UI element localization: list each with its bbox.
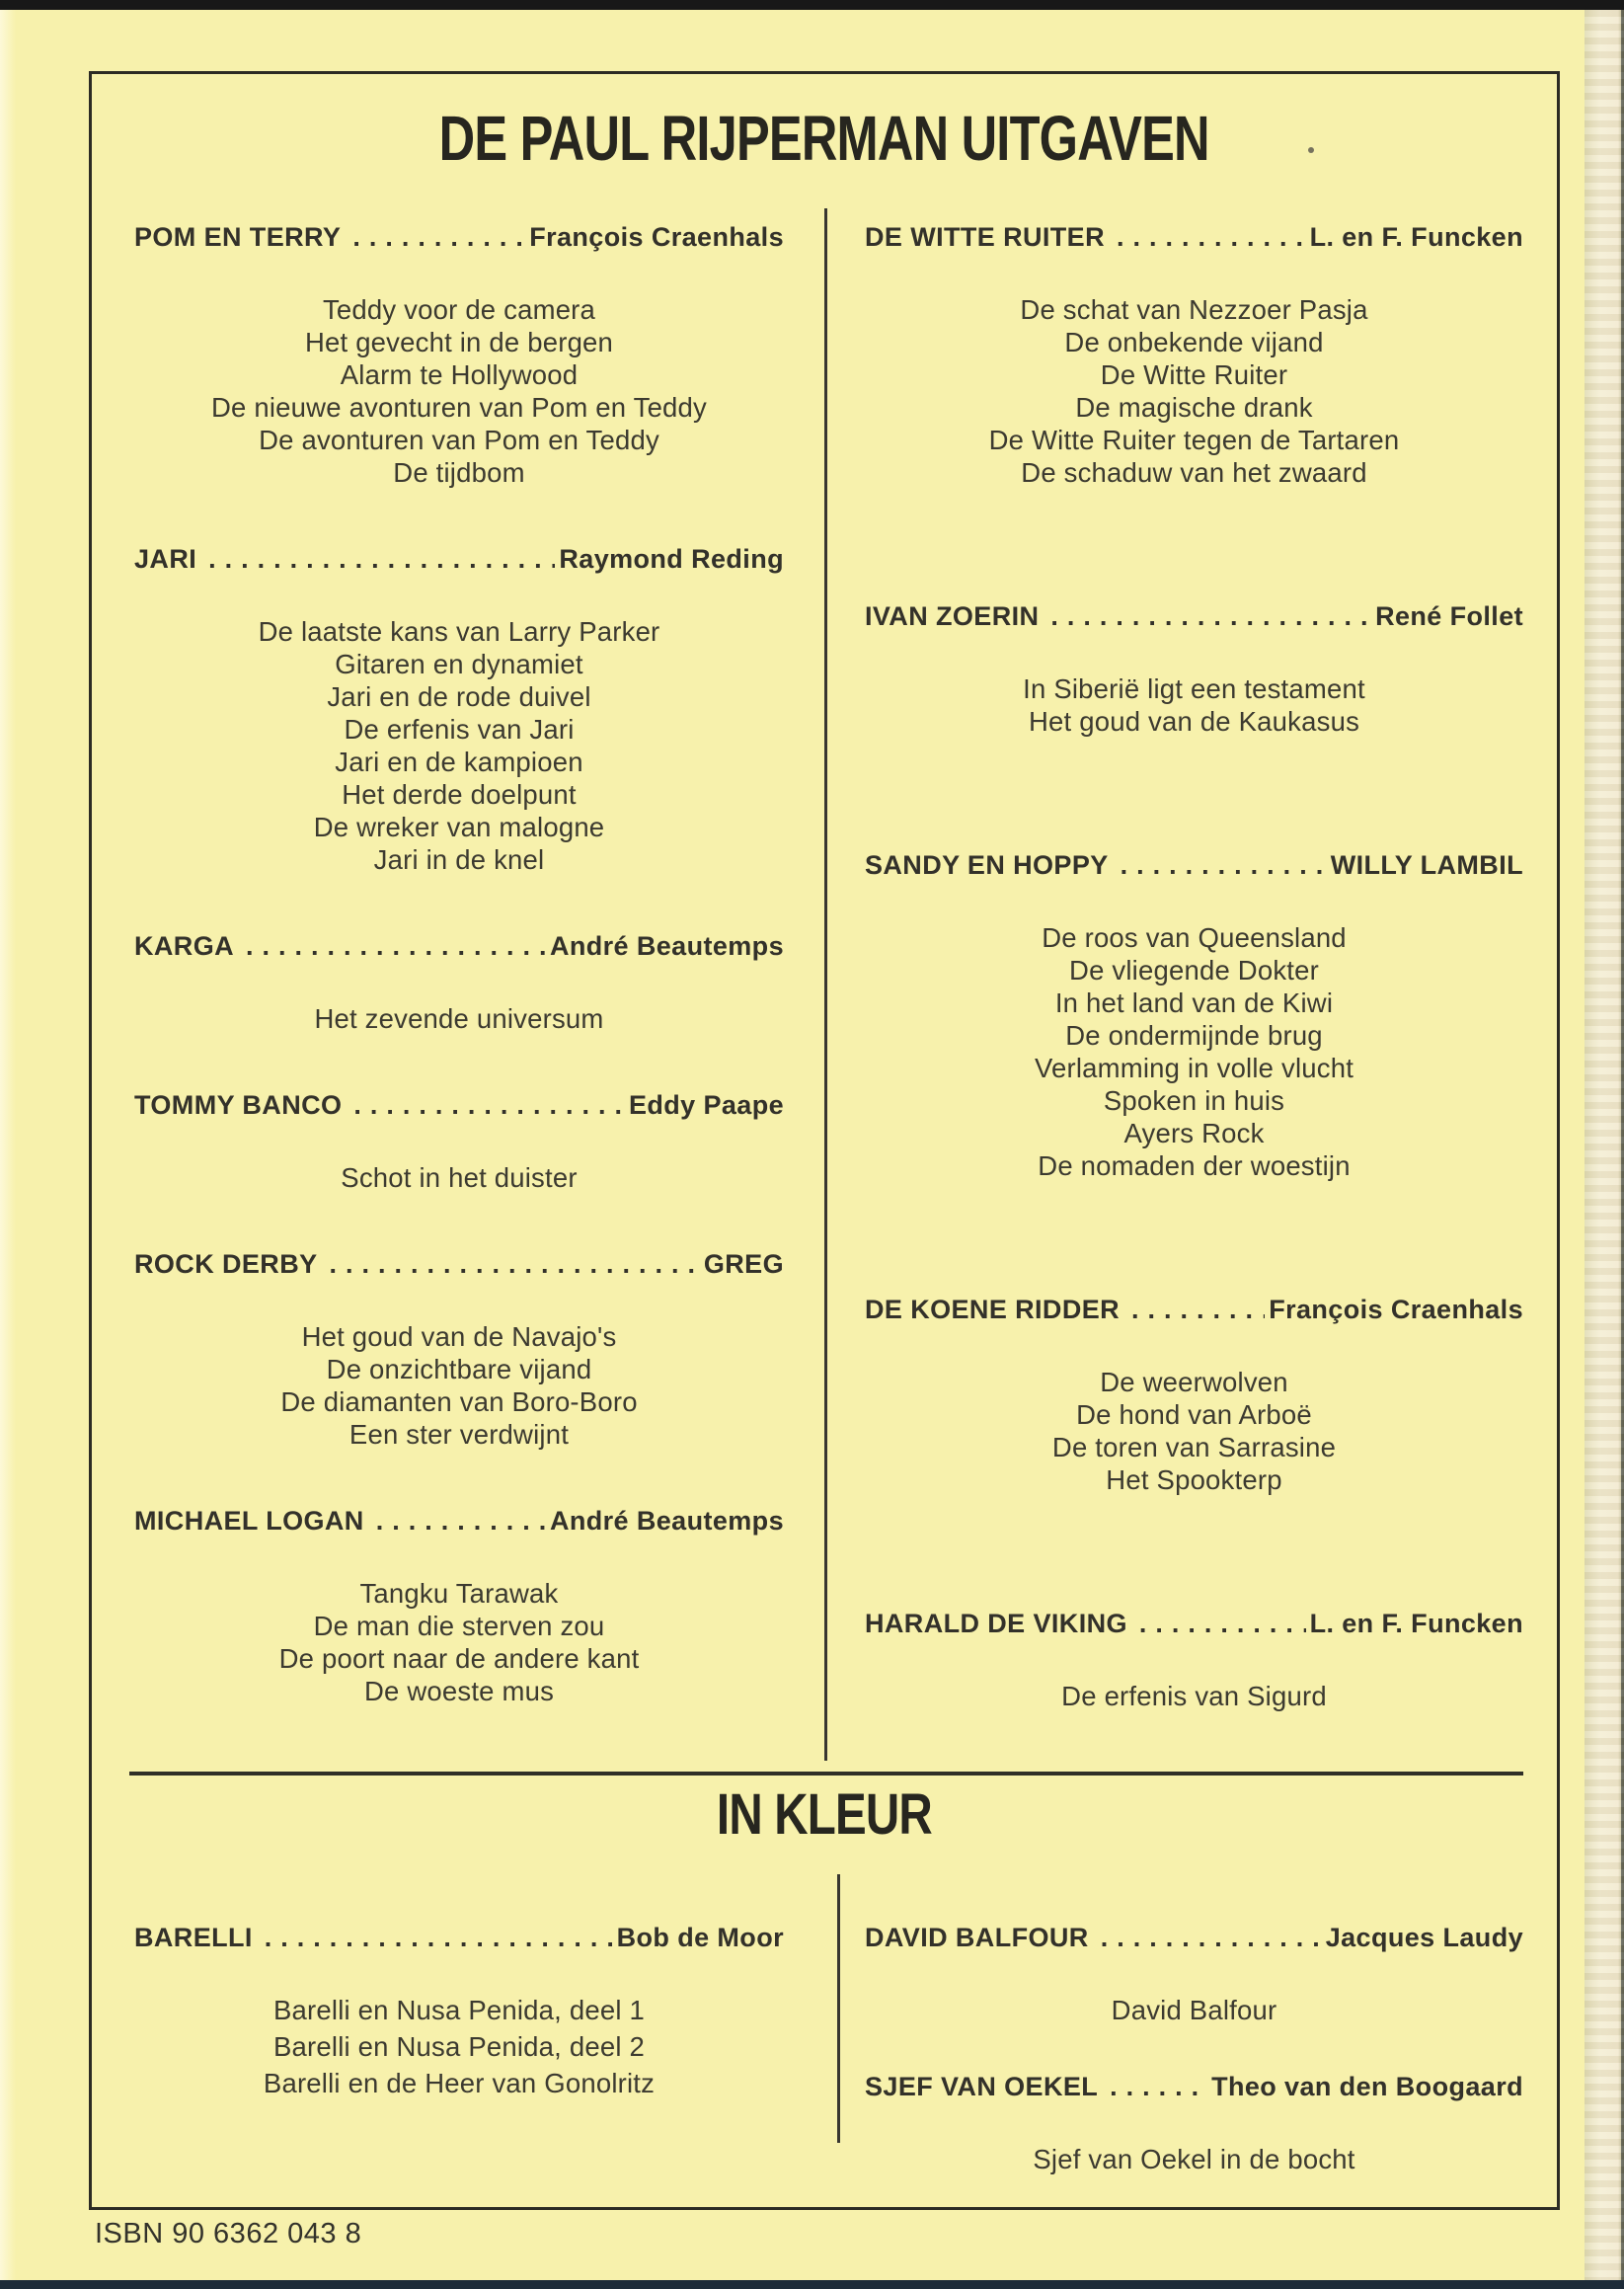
series-section	[865, 848, 1523, 1182]
album-title: De laatste kans van Larry Parker	[258, 616, 660, 647]
series-row	[865, 1607, 1523, 1640]
dotted-leader	[376, 1504, 546, 1538]
series-row	[134, 1088, 784, 1122]
photo-bottom-band	[0, 2280, 1624, 2289]
album-title: De tijdbom	[393, 457, 525, 488]
album-title: Teddy voor de camera	[322, 294, 596, 325]
series-row	[865, 848, 1523, 882]
series-author: Bob de Moor	[616, 1923, 784, 1952]
content-frame	[89, 71, 1560, 2210]
series-name: DE KOENE RIDDER	[865, 1295, 1121, 1324]
column-divider	[824, 208, 827, 1761]
dotted-leader	[1131, 1293, 1265, 1326]
album-title: Het derde doelpunt	[342, 779, 577, 810]
album-title: Het gevecht in de bergen	[304, 327, 614, 357]
album-title: Barelli en de Heer van Gonolritz	[263, 2068, 656, 2098]
series-row	[134, 220, 784, 254]
series-author: André Beautemps	[549, 1506, 784, 1536]
album-title: Het zevende universum	[314, 1003, 604, 1034]
dotted-leader	[1139, 1607, 1306, 1640]
album-title: Het Spookterp	[1106, 1464, 1282, 1495]
album-title-list	[134, 1992, 784, 2101]
series-section	[134, 220, 784, 489]
album-title-list	[865, 672, 1523, 738]
page-title: DE PAUL RIJPERMAN UITGAVEN	[438, 103, 1210, 174]
album-title: De Witte Ruiter	[1100, 359, 1288, 390]
album-title: Jari en de kampioen	[335, 747, 583, 777]
album-title: Het goud van de Kaukasus	[1028, 706, 1360, 737]
album-title: Verlamming in volle vlucht	[1034, 1053, 1354, 1083]
album-title: In Siberië ligt een testament	[1023, 673, 1365, 704]
series-name: BARELLI	[134, 1923, 253, 1952]
album-title: Jari en de rode duivel	[327, 681, 591, 712]
series-author: François Craenhals	[1269, 1295, 1523, 1324]
album-title-list	[865, 1680, 1523, 1712]
album-title: De hond van Arboë	[1076, 1399, 1312, 1430]
album-title: De schat van Nezzoer Pasja	[1020, 294, 1368, 325]
series-section	[865, 2070, 1523, 2177]
series-author: Eddy Paape	[628, 1090, 784, 1120]
series-row	[865, 599, 1523, 633]
series-section	[865, 1607, 1523, 1712]
dotted-leader	[1110, 2070, 1207, 2103]
series-section	[134, 542, 784, 876]
series-name: POM EN TERRY	[134, 222, 342, 252]
album-title: De erfenis van Sigurd	[1061, 1681, 1327, 1711]
album-title: De erfenis van Jari	[344, 714, 575, 745]
series-author: François Craenhals	[529, 222, 784, 252]
dotted-leader	[1101, 1921, 1322, 1954]
album-title: De magische drank	[1075, 392, 1313, 423]
album-title: De wreker van malogne	[313, 812, 605, 842]
dotted-leader	[353, 1088, 625, 1122]
dotted-leader	[265, 1921, 613, 1954]
color-right-column	[865, 1921, 1523, 2177]
album-title: De diamanten van Boro-Boro	[280, 1386, 638, 1417]
album-title: Een ster verdwijnt	[348, 1419, 570, 1450]
album-title: De ondermijnde brug	[1065, 1020, 1323, 1051]
series-row	[134, 1921, 784, 1954]
color-left-column	[134, 1921, 784, 2101]
series-section	[134, 1504, 784, 1707]
album-title-list	[134, 1577, 784, 1707]
album-title: Gitaren en dynamiet	[335, 649, 583, 679]
album-title-list	[134, 293, 784, 489]
series-row	[134, 1504, 784, 1538]
dotted-leader	[1121, 848, 1327, 882]
book-page-edges	[1585, 10, 1624, 2280]
album-title: De nieuwe avonturen van Pom en Teddy	[210, 392, 707, 423]
album-title: Barelli en Nusa Penida, deel 1	[273, 1995, 645, 2025]
series-name: IVAN ZOERIN	[865, 601, 1040, 631]
album-title-list	[865, 1992, 1523, 2028]
album-title: Alarm te Hollywood	[340, 359, 579, 390]
album-title-list	[865, 921, 1523, 1182]
album-title: Tangku Tarawak	[359, 1578, 559, 1609]
series-section	[134, 1088, 784, 1194]
album-title: Spoken in huis	[1103, 1085, 1285, 1116]
album-title: De Witte Ruiter tegen de Tartaren	[988, 425, 1400, 455]
series-section	[134, 1921, 784, 2101]
series-row	[865, 220, 1523, 254]
album-title: Het goud van de Navajo's	[301, 1321, 617, 1352]
series-row	[134, 542, 784, 576]
series-author: WILLY LAMBIL	[1330, 850, 1523, 880]
series-name: ROCK DERBY	[134, 1249, 318, 1279]
album-title: Sjef van Oekel in de bocht	[1033, 2144, 1355, 2174]
album-title: De avonturen van Pom en Teddy	[259, 425, 659, 455]
print-speck	[1308, 147, 1314, 153]
album-title: De onbekende vijand	[1064, 327, 1324, 357]
album-title: De toren van Sarrasine	[1051, 1432, 1337, 1462]
series-section	[865, 1921, 1523, 2028]
album-title-list	[134, 1320, 784, 1451]
series-name: DE WITTE RUITER	[865, 222, 1105, 252]
series-section	[134, 929, 784, 1035]
series-name: JARI	[134, 544, 197, 574]
section-divider-rule	[129, 1772, 1523, 1776]
dotted-leader	[1117, 220, 1306, 254]
series-row	[865, 2070, 1523, 2103]
album-title: De roos van Queensland	[1042, 922, 1347, 953]
series-author: Jacques Laudy	[1325, 1923, 1523, 1952]
series-row	[865, 1293, 1523, 1326]
album-title: David Balfour	[1111, 1995, 1277, 2025]
series-section	[865, 599, 1523, 738]
series-row	[134, 929, 784, 963]
color-column-divider	[837, 1874, 840, 2143]
catalog-left-column	[134, 220, 784, 1761]
album-title: De poort naar de andere kant	[278, 1643, 640, 1674]
album-title: De weerwolven	[1100, 1367, 1288, 1397]
album-title-list	[865, 293, 1523, 489]
series-name: MICHAEL LOGAN	[134, 1506, 364, 1536]
dotted-leader	[246, 929, 546, 963]
album-title: Barelli en Nusa Penida, deel 2	[273, 2031, 645, 2062]
series-author: René Follet	[1375, 601, 1523, 631]
series-name: KARGA	[134, 931, 234, 961]
series-name: SJEF VAN OEKEL	[865, 2072, 1099, 2101]
album-title-list	[134, 1161, 784, 1194]
catalog-right-column	[865, 220, 1523, 1823]
album-title: In het land van de Kiwi	[1054, 987, 1334, 1018]
dotted-leader	[208, 542, 555, 576]
series-author: L. en F. Funcken	[1309, 222, 1523, 252]
album-title: Schot in het duister	[341, 1162, 578, 1193]
dotted-leader	[352, 220, 525, 254]
album-title: De man die sterven zou	[313, 1611, 605, 1641]
cover-left-sheen	[0, 10, 16, 2280]
album-title-list	[134, 1002, 784, 1035]
series-author: L. en F. Funcken	[1309, 1609, 1523, 1638]
series-author: Theo van den Boogaard	[1211, 2072, 1523, 2101]
album-title-list	[865, 1366, 1523, 1496]
photo-top-band	[0, 0, 1624, 10]
series-name: SANDY EN HOPPY	[865, 850, 1109, 880]
series-name: DAVID BALFOUR	[865, 1923, 1089, 1952]
dotted-leader	[1050, 599, 1371, 633]
album-title: De vliegende Dokter	[1069, 955, 1319, 986]
album-title: De nomaden der woestijn	[1038, 1150, 1351, 1181]
album-title: De woeste mus	[363, 1676, 555, 1706]
series-author: André Beautemps	[549, 931, 784, 961]
isbn-label: ISBN 90 6362 043 8	[95, 2218, 362, 2250]
series-row	[134, 1247, 784, 1281]
series-name: HARALD DE VIKING	[865, 1609, 1127, 1638]
album-title-list	[134, 615, 784, 876]
series-section	[865, 220, 1523, 489]
series-author: Raymond Reding	[559, 544, 784, 574]
dotted-leader	[330, 1247, 700, 1281]
series-row	[865, 1921, 1523, 1954]
series-name: TOMMY BANCO	[134, 1090, 343, 1120]
album-title-list	[865, 2141, 1523, 2177]
series-section	[865, 1293, 1523, 1496]
series-author: GREG	[703, 1249, 784, 1279]
album-title: Ayers Rock	[1123, 1118, 1265, 1148]
album-title: De onzichtbare vijand	[326, 1354, 592, 1384]
album-title: De schaduw van het zwaard	[1021, 457, 1367, 488]
series-section	[134, 1247, 784, 1451]
in-kleur-title: IN KLEUR	[716, 1782, 933, 1847]
album-title: Jari in de knel	[373, 844, 545, 875]
